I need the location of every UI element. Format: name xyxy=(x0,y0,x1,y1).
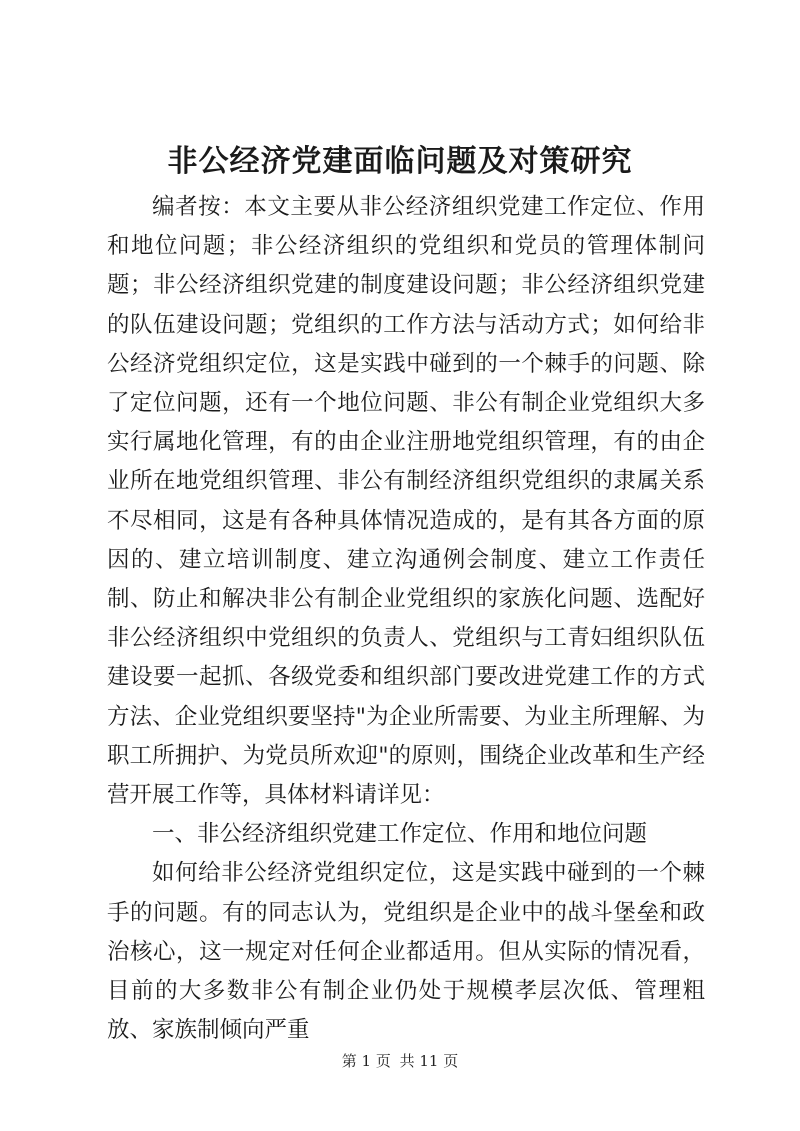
body-paragraph: 如何给非公经济党组织定位，这是实践中碰到的一个棘手的问题。有的同志认为，党组织是企业中的战斗堡垒和政治核心，这一规定对任何企业都适用。但从实际的情况看，目前的大多数非公有制企业仍处于规模孝层次低、管理粗放、家族制倾向严重 xyxy=(107,860,705,1044)
section-heading: 一、非公经济组织党建工作定位、作用和地位问题 xyxy=(152,821,648,848)
editor-note-paragraph: 编者按：本文主要从非公经济组织党建工作定位、作用和地位问题；非公经济组织的党组织和党员的管理体制问题；非公经济组织党建的制度建设问题；非公经济组织党建的队伍建设问题；党组织的工作方法与活动方式；如何给非公经济党组织定位，这是实践中碰到的一个棘手的问题、除了定位问题，还有一个地位问题、非公有制企业党组织大多实行属地化管理，有的由企业注册地党组织管理，有的由企业所在地党组织管理、非公有制经济组织党组织的隶属关系不尽相同，这是有各种具体情况造成的，是有其各方面的原因的、建立培训制度、建立沟通例会制度、建立工作责任制、防止和解决非公有制企业党组织的家族化问题、选配好非公经济组织中党组织的负责人、党组织与工青妇组织队伍建设要一起抓、各级党委和组织部门要改进党建工作的方式方法、企业党组织要坚持"为企业所需要、为业主所理解、为职工所拥护、为党员所欢迎"的原则，围绕企业改革和生产经营开展工作等，具体材料请详见： xyxy=(107,194,705,809)
page-number: 第 1 页 xyxy=(341,1052,391,1070)
total-pages: 共 11 页 xyxy=(399,1052,459,1070)
document-body xyxy=(107,188,705,1050)
page-footer xyxy=(0,1051,800,1071)
document-title: 非公经济党建面临问题及对策研究 xyxy=(167,144,633,179)
